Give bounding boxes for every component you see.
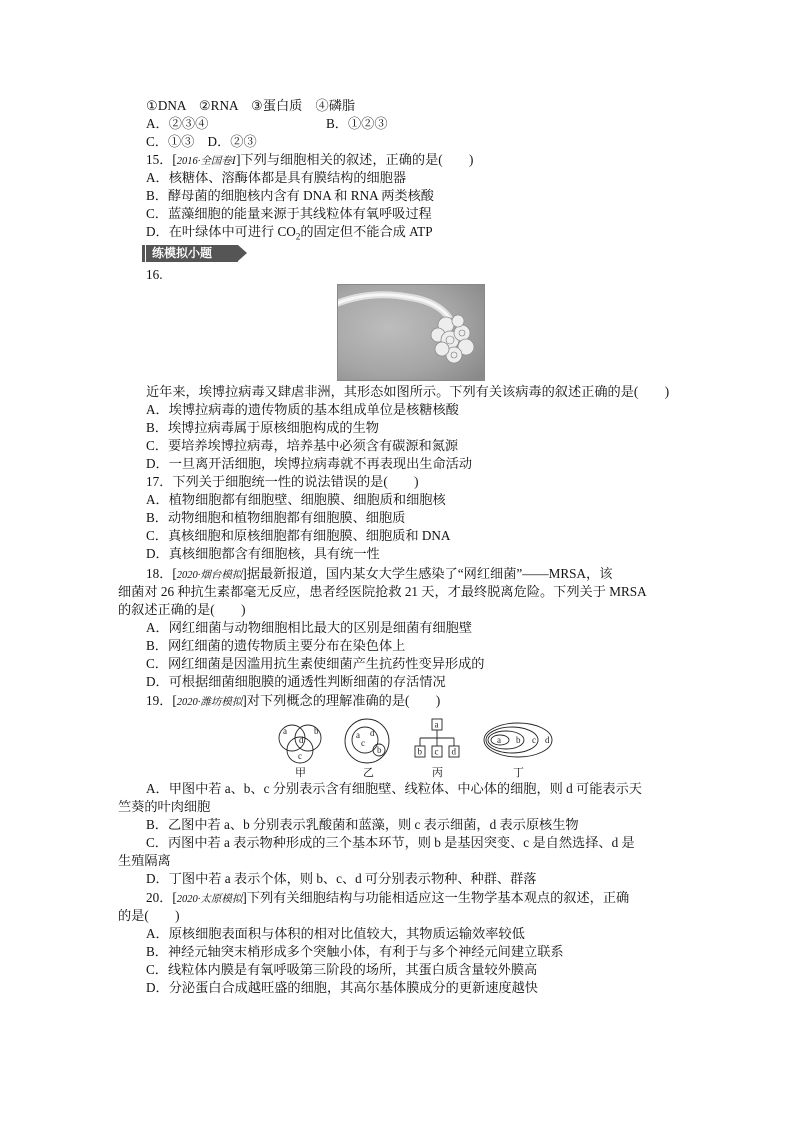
diagram-ding (484, 723, 552, 757)
q19-option-b: B．乙图中若 a、b 分别表示乳酸菌和蓝藻，则 c 表示细菌，d 表示原核生物 (146, 817, 579, 832)
yi-letter-c: c (361, 738, 365, 748)
q17-option-a: A．植物细胞都有细胞壁、细胞膜、细胞质和细胞核 (146, 492, 446, 507)
q19-number: 19．[ (146, 693, 177, 708)
q20-source: 2020·太原模拟 (176, 894, 243, 905)
q19-option-c-line1: C．丙图中若 a 表示物种形成的三个基本环节，则 b 是基因突变、c 是自然选择、d 是 (146, 835, 635, 850)
jia-letter-d: d (299, 735, 304, 745)
jia-letter-a: a (283, 726, 287, 736)
q20-option-b: B．神经元轴突末梢形成多个突触小体，有利于与多个神经元间建立联系 (146, 944, 564, 959)
q18-source: 2020·烟台模拟 (176, 570, 243, 581)
bing-letter-b: b (417, 746, 422, 757)
q19-stem (146, 692, 440, 712)
q16-number: 16. (146, 267, 163, 282)
q16-option-d: D．一旦离开活细胞，埃博拉病毒就不再表现出生命活动 (146, 456, 473, 471)
q19-option-a-line2: 竺葵的叶肉细胞 (118, 799, 211, 814)
q15-option-c: C．蓝藻细胞的能量来源于其线粒体有氧呼吸过程 (146, 206, 432, 221)
q15-option-d-sub: 2 (295, 231, 301, 242)
q18-option-c: C．网红细菌是因滥用抗生素使细菌产生抗药性变异形成的 (146, 656, 485, 671)
yi-letter-b: b (377, 745, 382, 755)
q15-stem (146, 151, 473, 171)
caption-yi: 乙 (363, 766, 374, 779)
caption-bing: 丙 (432, 766, 443, 779)
section-banner: 练模拟小题 (146, 245, 238, 262)
q15-number: 15．[ (146, 152, 177, 167)
q16-option-c: C．要培养埃博拉病毒，培养基中必须含有碳源和氮源 (146, 438, 459, 453)
bing-letter-c: c (434, 746, 439, 757)
q19-option-a-line1: A．甲图中若 a、b、c 分别表示含有细胞壁、线粒体、中心体的细胞，则 d 可能表示天 (146, 781, 642, 796)
q20-option-a: A．原核细胞表面积与体积的相对比值较大，其物质运输效率较低 (146, 926, 525, 941)
q15-option-a: A．核糖体、溶酶体都是具有膜结构的细胞器 (146, 170, 407, 185)
q18-number: 18．[ (146, 566, 177, 581)
yi-letter-d: d (370, 728, 375, 738)
q15-option-d-pre: D．在叶绿体中可进行 CO (146, 224, 296, 239)
q18-stem-line1 (146, 565, 612, 585)
q15-option-d-post: 的固定但不能合成 ATP (300, 224, 433, 239)
q14-option-b: B．①②③ (326, 116, 388, 131)
q20-stem-line2: 的是( ) (118, 908, 180, 923)
bing-letter-a: a (434, 719, 439, 730)
q16-option-a: A．埃博拉病毒的遗传物质的基本组成单位是核糖核酸 (146, 402, 459, 417)
q16-stem: 近年来，埃博拉病毒又肆虐非洲，其形态如图所示。下列有关该病毒的叙述正确的是( ) (146, 384, 670, 399)
jia-letter-c: c (298, 751, 302, 761)
q18-stem-line2: 细菌对 26 种抗生素都毫无反应，患者经医院抢救 21 天，才最终脱离危险。下列关于 MRSA (118, 584, 647, 599)
q20-option-c: C．线粒体内膜是有氧呼吸第三阶段的场所，其蛋白质含量较外膜高 (146, 962, 538, 977)
q17-stem: 17．下列关于细胞统一性的说法错误的是( ) (146, 474, 419, 489)
ebola-virus-photo (337, 284, 485, 381)
q20-stem-text: ]下列有关细胞结构与功能相适应这一生物学基本观点的叙述，正确 (242, 890, 630, 905)
q18-option-d: D．可根据细菌细胞膜的通透性判断细菌的存活情况 (146, 674, 446, 689)
q14-option-cd: C．①③ D．②③ (146, 134, 257, 149)
ding-letter-c: c (532, 735, 536, 745)
q15-option-d (146, 223, 433, 246)
ding-letter-a: a (497, 735, 501, 745)
q15-stem-text: ]下列与细胞相关的叙述，正确的是( ) (236, 152, 474, 167)
caption-jia: 甲 (295, 766, 306, 779)
q15-source: 2016·全国卷Ⅰ (176, 156, 237, 167)
q17-option-b: B．动物细胞和植物细胞都有细胞膜、细胞质 (146, 510, 406, 525)
bing-letter-d: d (451, 746, 456, 757)
diagram-jia (279, 725, 321, 763)
ding-letter-d: d (545, 735, 550, 745)
q16-option-b: B．埃博拉病毒属于原核细胞构成的生物 (146, 420, 379, 435)
q19-source: 2020·潍坊模拟 (176, 697, 243, 708)
diagram-yi (345, 719, 389, 763)
q19-option-c-line2: 生殖隔离 (118, 853, 171, 868)
q17-option-c: C．真核细胞和原核细胞都有细胞膜、细胞质和 DNA (146, 528, 451, 543)
q18-option-b: B．网红细菌的遗传物质主要分布在染色体上 (146, 638, 406, 653)
q17-option-d: D．真核细胞都含有细胞核，具有统一性 (146, 546, 380, 561)
q15-option-b: B．酵母菌的细胞核内含有 DNA 和 RNA 两类核酸 (146, 188, 434, 203)
diagram-bing (415, 719, 459, 757)
jia-letter-b: b (314, 726, 319, 736)
yi-letter-a: a (356, 730, 360, 740)
q18-stem-line3: 的叙述正确的是( ) (118, 602, 246, 617)
q18-stem-text: ]据最新报道，国内某女大学生感染了“网红细菌”——MRSA，该 (242, 566, 613, 581)
q14-items: ①DNA ②RNA ③蛋白质 ④磷脂 (146, 98, 356, 113)
q20-stem-line1 (146, 889, 629, 909)
q20-number: 20．[ (146, 890, 177, 905)
q20-option-d: D．分泌蛋白合成越旺盛的细胞，其高尔基体膜成分的更新速度越快 (146, 980, 538, 995)
q14-option-a: A．②③④ (146, 116, 209, 131)
q19-stem-text: ]对下列概念的理解准确的是( ) (242, 693, 441, 708)
caption-ding: 丁 (513, 766, 524, 779)
q19-option-d: D．丁图中若 a 表示个体，则 b、c、d 可分别表示物种、种群、群落 (146, 871, 537, 886)
q18-option-a: A．网红细菌与动物细胞相比最大的区别是细菌有细胞壁 (146, 620, 473, 635)
ding-letter-b: b (516, 735, 521, 745)
